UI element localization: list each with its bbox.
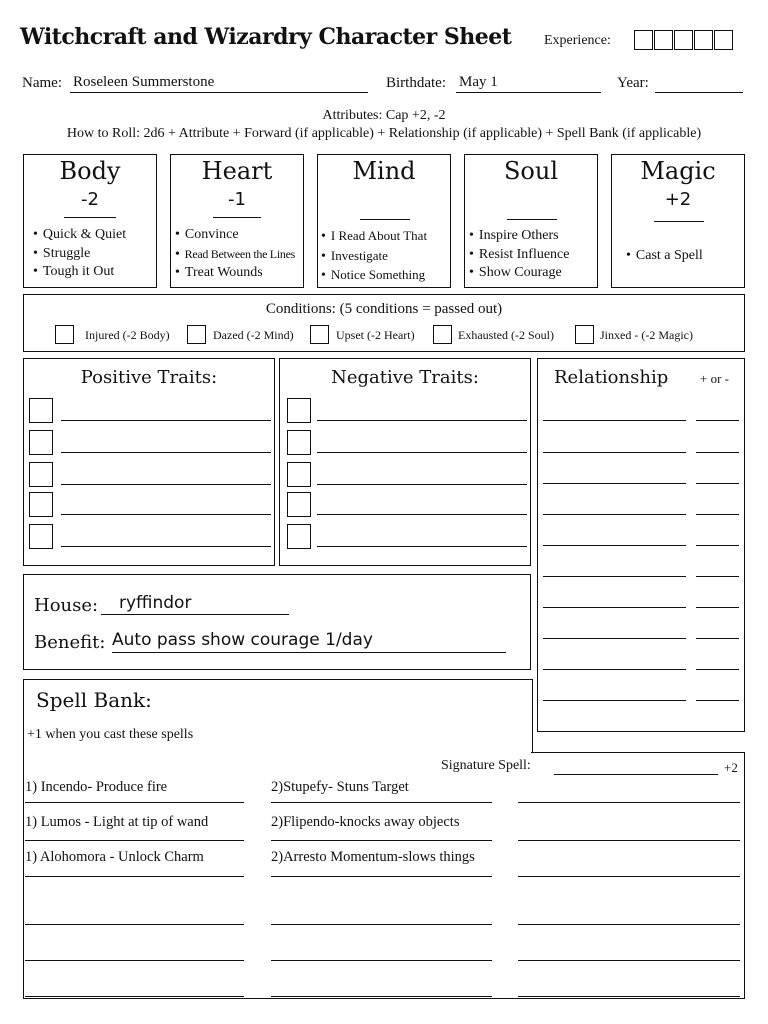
experience-label: Experience:	[544, 33, 611, 48]
spell-line[interactable]	[271, 924, 492, 925]
attribute-name: Body	[59, 157, 121, 185]
condition-label: Exhausted (-2 Soul)	[458, 328, 554, 342]
move-item: • Read Between the Lines	[175, 245, 295, 265]
spell-bank-title: Spell Bank:	[36, 688, 152, 712]
relationship-name-line[interactable]	[543, 638, 686, 639]
relationship-modifier-line[interactable]	[696, 483, 739, 484]
attribute-value-line	[64, 217, 116, 218]
experience-boxes	[633, 30, 733, 54]
spell-line[interactable]	[25, 996, 244, 997]
trait-line[interactable]	[317, 452, 527, 453]
spell-entry[interactable]: 2)Stupefy- Stuns Target	[271, 779, 409, 795]
spell-bank-divider	[531, 752, 745, 753]
relationship-name-line[interactable]	[543, 483, 686, 484]
conditions-title: Conditions: (5 conditions = passed out)	[265, 301, 503, 317]
attribute-value-line	[654, 221, 704, 222]
year-label: Year:	[617, 75, 649, 91]
signature-spell-field[interactable]	[554, 774, 718, 775]
condition-label: Upset (-2 Heart)	[336, 328, 415, 342]
move-item: • Resist Influence	[469, 246, 570, 265]
attribute-name: Heart	[201, 157, 273, 185]
spell-line[interactable]	[518, 876, 740, 877]
condition-checkbox[interactable]	[433, 325, 452, 344]
spell-bank-subtitle: +1 when you cast these spells	[27, 727, 194, 742]
condition-checkbox[interactable]	[55, 325, 74, 344]
spell-line[interactable]	[518, 924, 740, 925]
trait-line[interactable]	[317, 484, 527, 485]
relationship-name-line[interactable]	[543, 700, 686, 701]
attribute-magic	[611, 154, 745, 288]
experience-checkbox[interactable]	[634, 30, 653, 50]
positive-traits-title: Positive Traits:	[80, 367, 218, 388]
sheet-title: Witchcraft and Wizardry Character Sheet	[20, 24, 512, 50]
relationship-modifier-line[interactable]	[696, 576, 739, 577]
trait-checkbox[interactable]	[29, 462, 53, 487]
trait-line[interactable]	[61, 420, 271, 421]
relationship-name-line[interactable]	[543, 669, 686, 670]
spell-line	[271, 876, 492, 877]
condition-checkbox[interactable]	[187, 325, 206, 344]
relationship-name-line[interactable]	[543, 452, 686, 453]
move-item: • Tough it Out	[33, 263, 126, 282]
relationship-modifier-line[interactable]	[696, 700, 739, 701]
move-item: • Struggle	[33, 245, 126, 264]
move-item: • Treat Wounds	[175, 264, 295, 283]
positive-traits-panel	[23, 358, 275, 566]
spell-entry[interactable]: 1) Lumos - Light at tip of wand	[25, 814, 209, 830]
birthdate-label: Birthdate:	[386, 75, 446, 91]
trait-checkbox[interactable]	[29, 430, 53, 455]
spell-line[interactable]	[518, 996, 740, 997]
attribute-value[interactable]: -2	[81, 189, 99, 210]
relationship-modifier-line[interactable]	[696, 545, 739, 546]
attribute-name: Soul	[503, 157, 559, 185]
relationship-modifier-line[interactable]	[696, 669, 739, 670]
conditions-panel	[23, 294, 745, 352]
trait-line[interactable]	[61, 514, 271, 515]
move-item: • Show Courage	[469, 264, 570, 283]
attribute-body	[23, 154, 157, 288]
spell-entry[interactable]: 1) Alohomora - Unlock Charm	[25, 849, 204, 865]
move-item: • Convince	[175, 226, 295, 245]
trait-checkbox[interactable]	[287, 462, 311, 487]
attribute-heart	[170, 154, 304, 288]
trait-line[interactable]	[317, 420, 527, 421]
trait-line[interactable]	[317, 514, 527, 515]
attribute-name: Mind	[352, 157, 416, 185]
relationship-panel	[537, 358, 745, 732]
trait-checkbox[interactable]	[287, 398, 311, 423]
spell-entry[interactable]: 2)Arresto Momentum-slows things	[271, 849, 475, 865]
attribute-soul	[464, 154, 598, 288]
relationship-name-line[interactable]	[543, 514, 686, 515]
relationship-modifier-line[interactable]	[696, 607, 739, 608]
relationship-modifier-line[interactable]	[696, 514, 739, 515]
spell-entry[interactable]: 1) Incendo- Produce fire	[25, 779, 168, 795]
move-item: • Inspire Others	[469, 227, 570, 246]
attribute-value-line	[360, 219, 410, 220]
relationship-modifier-label: + or -	[700, 371, 729, 386]
trait-checkbox[interactable]	[287, 524, 311, 549]
negative-traits-title: Negative Traits:	[331, 367, 479, 388]
attribute-value[interactable]: -1	[228, 189, 246, 210]
relationship-name-line[interactable]	[543, 420, 686, 421]
condition-checkbox[interactable]	[310, 325, 329, 344]
experience-checkbox[interactable]	[654, 30, 673, 50]
house-label: House:	[34, 595, 99, 616]
trait-checkbox[interactable]	[287, 492, 311, 517]
signature-spell-label: Signature Spell:	[441, 758, 531, 773]
spell-line	[25, 802, 244, 803]
spell-line[interactable]	[271, 960, 492, 961]
birthdate-field[interactable]: May 1	[456, 74, 601, 93]
experience-checkbox[interactable]	[674, 30, 693, 50]
trait-checkbox[interactable]	[29, 398, 53, 423]
condition-label: Dazed (-2 Mind)	[213, 328, 294, 342]
relationship-modifier-line[interactable]	[696, 452, 739, 453]
spell-line[interactable]	[271, 996, 492, 997]
condition-label: Injured (-2 Body)	[85, 328, 170, 342]
house-field[interactable]: ryffindor	[101, 593, 289, 615]
move-item: • I Read About That	[321, 227, 427, 247]
relationship-name-line[interactable]	[543, 607, 686, 608]
trait-line[interactable]	[61, 484, 271, 485]
attribute-value-line	[213, 217, 261, 218]
move-item: • Quick & Quiet	[33, 226, 126, 245]
move-item: • Cast a Spell	[626, 247, 703, 266]
spell-line	[25, 840, 244, 841]
move-item: • Notice Something	[321, 266, 427, 286]
spell-entry[interactable]: 2)Flipendo-knocks away objects	[271, 814, 460, 830]
name-field[interactable]: Roseleen Summerstone	[70, 74, 368, 93]
how-to-roll: How to Roll: 2d6 + Attribute + Forward (if applicable) + Relationship (if applicable) + Spell Bank (if applicable)	[66, 126, 702, 141]
relationship-name-line[interactable]	[543, 576, 686, 577]
trait-line[interactable]	[317, 546, 527, 547]
attribute-value-line	[507, 219, 557, 220]
condition-label: Jinxed - (-2 Magic)	[600, 328, 693, 342]
trait-line[interactable]	[61, 546, 271, 547]
experience-checkbox[interactable]	[714, 30, 733, 50]
relationship-name-line[interactable]	[543, 545, 686, 546]
relationship-modifier-line[interactable]	[696, 638, 739, 639]
attribute-mind	[317, 154, 451, 288]
trait-checkbox[interactable]	[29, 524, 53, 549]
relationship-modifier-line[interactable]	[696, 420, 739, 421]
benefit-field[interactable]: Auto pass show courage 1/day	[112, 630, 506, 653]
spell-line[interactable]	[518, 802, 740, 803]
relationship-title: Relationship	[554, 367, 669, 388]
spell-line[interactable]	[518, 840, 740, 841]
spell-line[interactable]	[518, 960, 740, 961]
condition-checkbox[interactable]	[575, 325, 594, 344]
negative-traits-panel	[279, 358, 531, 566]
spell-line	[271, 802, 492, 803]
benefit-label: Benefit:	[34, 632, 106, 653]
trait-line[interactable]	[61, 452, 271, 453]
spell-line[interactable]	[25, 960, 244, 961]
signature-spell-bonus: +2	[724, 760, 738, 775]
spell-line	[25, 876, 244, 877]
house-panel	[23, 574, 531, 670]
move-item: • Investigate	[321, 247, 427, 267]
spell-line[interactable]	[25, 924, 244, 925]
experience-checkbox[interactable]	[694, 30, 713, 50]
attribute-name: Magic	[640, 157, 716, 185]
trait-checkbox[interactable]	[29, 492, 53, 517]
year-field[interactable]	[655, 74, 743, 93]
trait-checkbox[interactable]	[287, 430, 311, 455]
name-label: Name:	[22, 75, 62, 91]
spell-line	[271, 840, 492, 841]
attribute-value[interactable]: +2	[664, 189, 692, 210]
attributes-cap: Attributes: Cap +2, -2	[322, 108, 446, 123]
